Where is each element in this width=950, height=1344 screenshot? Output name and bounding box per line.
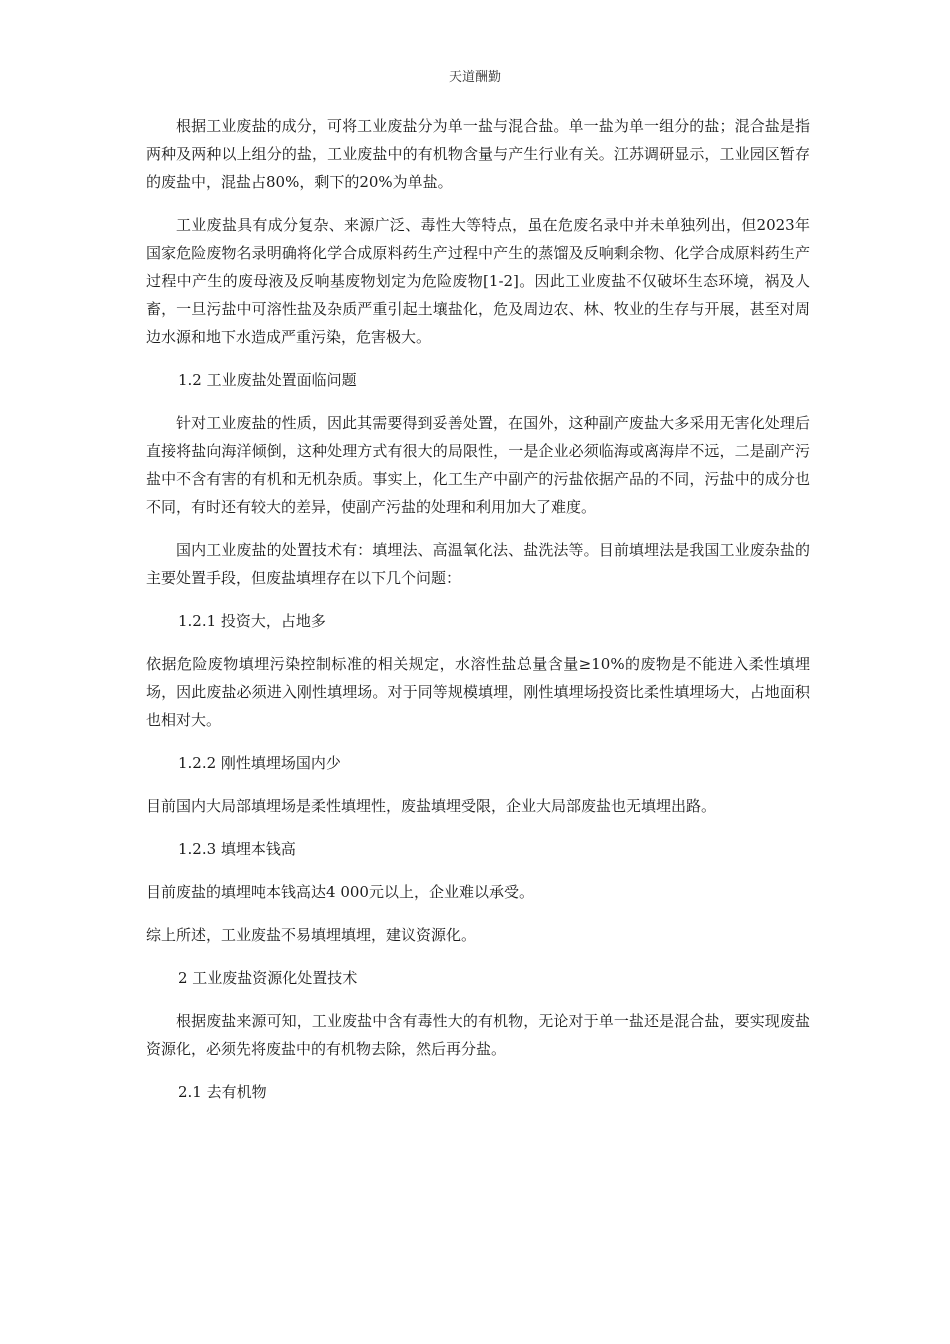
- paragraph-landfill-shortage: 目前国内大局部填埋场是柔性填埋性，废盐填埋受限，企业大局部废盐也无填埋出路。: [146, 797, 717, 815]
- section-heading-2-1: 2.1 去有机物: [178, 1083, 267, 1101]
- paragraph-domestic-techniques: 国内工业废盐的处置技术有：填埋法、高温氧化法、盐洗法等。目前填埋法是我国工业废杂盐的主要处置手段，但废盐填埋存在以下几个问题：: [146, 541, 810, 587]
- paragraph-salt-characteristics: 工业废盐具有成分复杂、来源广泛、毒性大等特点，虽在危废名录中并未单独列出，但2023年国家危险废物名录明确将化学合成原料药生产过程中产生的蒸馏及反响剩余物、化学合成原料药生产过程中产生的废母液及反响基废物划定为危险废物[1-2]。因此工业废盐不仅破坏生态环境，祸及人畜，一旦污盐中可溶性盐及杂质严重引起土壤盐化，危及周边农、林、牧业的生存与开展，甚至对周边水源和地下水造成严重污染，危害极大。: [146, 216, 810, 346]
- paragraph-landfill-cost: 目前废盐的填埋吨本钱高达4 000元以上，企业难以承受。: [146, 883, 534, 901]
- paragraph-landfill-standards: 依据危险废物填埋污染控制标准的相关规定，水溶性盐总量含量≥10%的废物是不能进入柔性填埋场，因此废盐必须进入刚性填埋场。对于同等规模填埋，刚性填埋场投资比柔性填埋场大，占地面积也相对大。: [146, 655, 810, 729]
- page-header: 天道酬勤: [448, 70, 501, 85]
- section-heading-2: 2 工业废盐资源化处置技术: [178, 969, 358, 987]
- paragraph-resource-approach: 根据废盐来源可知，工业废盐中含有毒性大的有机物，无论对于单一盐还是混合盐，要实现废盐资源化，必须先将废盐中的有机物去除，然后再分盐。: [146, 1012, 810, 1058]
- document-body: [146, 112, 810, 1121]
- section-heading-1-2: 1.2 工业废盐处置面临问题: [178, 371, 357, 389]
- paragraph-salt-classification: 根据工业废盐的成分，可将工业废盐分为单一盐与混合盐。单一盐为单一组分的盐；混合盐是指两种及两种以上组分的盐，工业废盐中的有机物含量与产生行业有关。江苏调研显示，工业园区暂存的废盐中，混盐占80%，剩下的20%为单盐。: [146, 117, 810, 191]
- section-heading-1-2-1: 1.2.1 投资大，占地多: [178, 612, 326, 630]
- paragraph-summary: 综上所述，工业废盐不易填埋填埋，建议资源化。: [146, 926, 477, 944]
- section-heading-1-2-2: 1.2.2 刚性填埋场国内少: [178, 754, 341, 772]
- section-heading-1-2-3: 1.2.3 填埋本钱高: [178, 840, 296, 858]
- paragraph-foreign-disposal: 针对工业废盐的性质，因此其需要得到妥善处置，在国外，这种副产废盐大多采用无害化处理后直接将盐向海洋倾倒，这种处理方式有很大的局限性，一是企业必须临海或离海岸不远，二是副产污盐中不含有害的有机和无机杂质。事实上，化工生产中副产的污盐依据产品的不同，污盐中的成分也不同，有时还有较大的差异，使副产污盐的处理和利用加大了难度。: [146, 414, 810, 516]
